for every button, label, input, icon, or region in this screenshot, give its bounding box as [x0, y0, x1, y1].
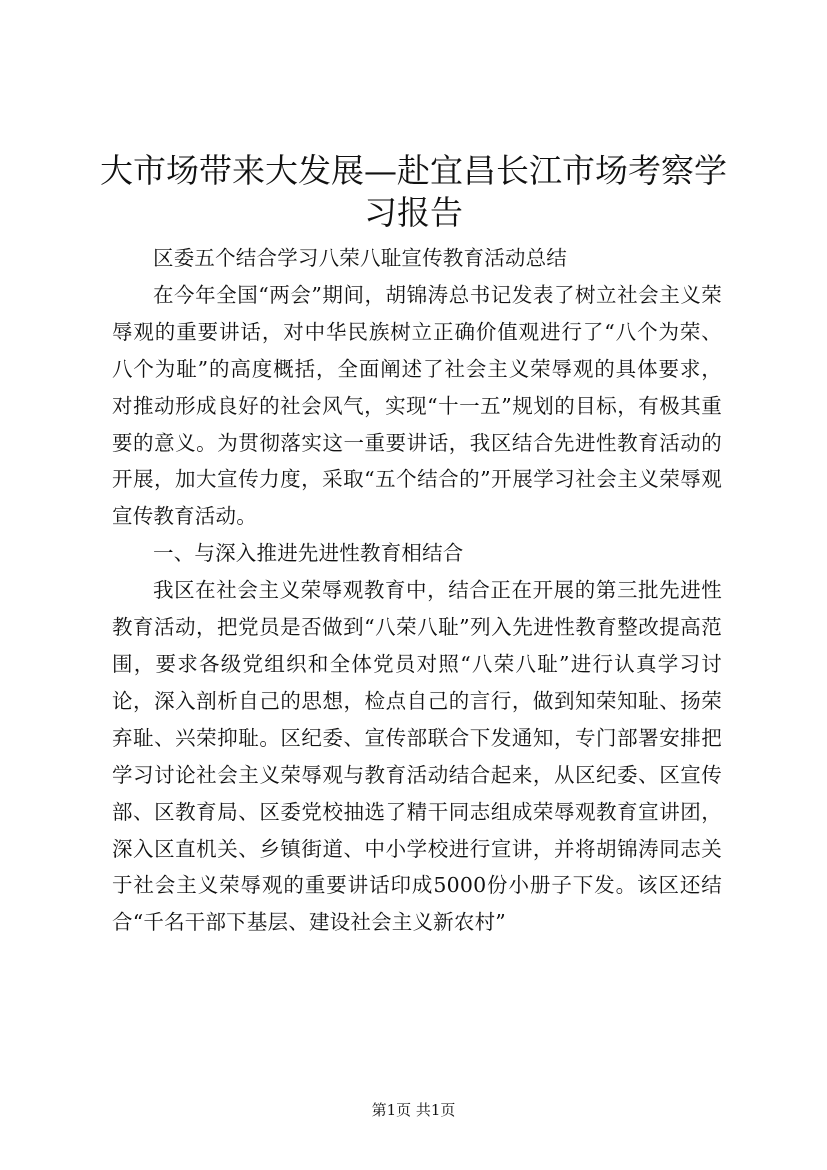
intro-paragraph: 在今年全国“两会”期间，胡锦涛总书记发表了树立社会主义荣辱观的重要讲话，对中华民族树立正确价值观进行了“八个为荣、八个为耻”的高度概括，全面阐述了社会主义荣辱观的具体要求，对推动形成良好的社会风气，实现“十一五”规划的目标，有极其重要的意义。为贯彻落实这一重要讲话，我区结合先进性教育活动的开展，加大宣传力度，采取“五个结合的”开展学习社会主义荣辱观宣传教育活动。: [112, 282, 722, 529]
document-body: [112, 240, 722, 941]
page-footer: 第1页 共1页: [371, 1101, 456, 1119]
section-paragraph: 我区在社会主义荣辱观教育中，结合正在开展的第三批先进性教育活动，把党员是否做到“八荣八耻”列入先进性教育整改提高范围，要求各级党组织和全体党员对照“八荣八耻”进行认真学习讨论，深入剖析自己的思想，检点自己的言行，做到知荣知耻、扬荣弃耻、兴荣抑耻。区纪委、宣传部联合下发通知，专门部署安排把学习讨论社会主义荣辱观与教育活动结合起来，从区纪委、区宣传部、区教育局、区委党校抽选了精干同志组成荣辱观教育宣讲团，深入区直机关、乡镇街道、中小学校进行宣讲，并将胡锦涛同志关于社会主义荣辱观的重要讲话印成5000份小册子下发。该区还结合“千名干部下基层、建设社会主义新农村”: [112, 578, 722, 935]
subtitle-paragraph: 区委五个结合学习八荣八耻宣传教育活动总结: [153, 246, 567, 270]
section-heading: 一、与深入推进先进性教育相结合: [153, 541, 464, 566]
document-title: 大市场带来大发展—赴宜昌长江市场考察学习报告: [100, 151, 727, 232]
